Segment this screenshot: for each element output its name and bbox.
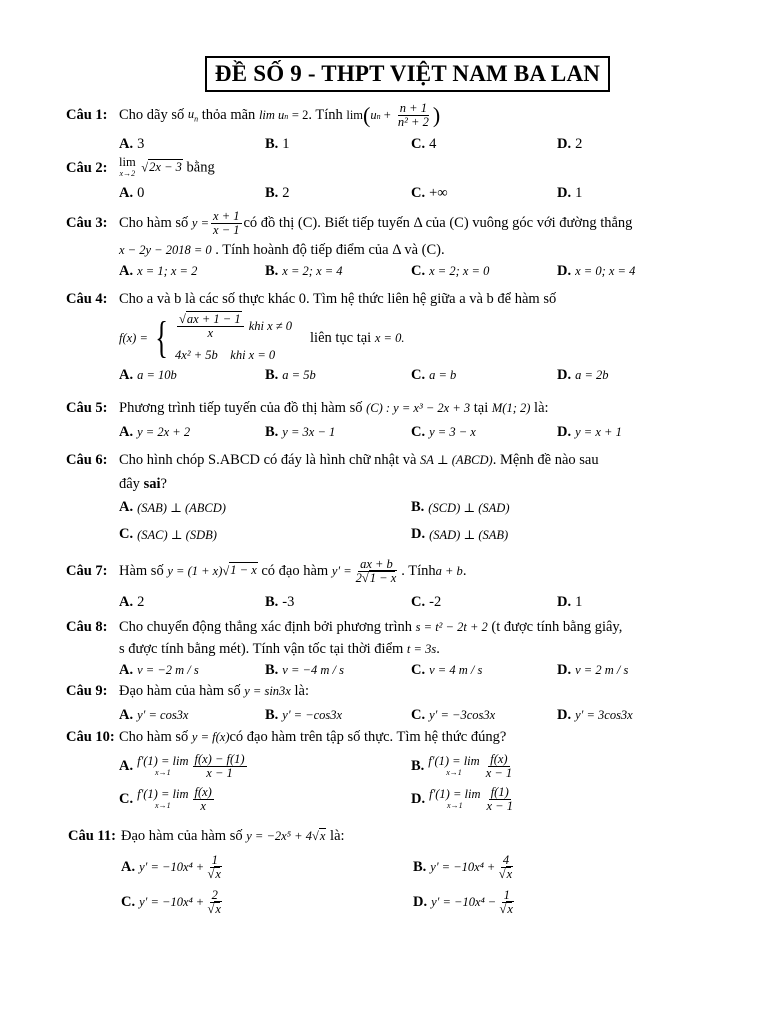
math-line-equation: x − 2y − 2018 = 0 [119, 243, 212, 257]
option-c: C. +∞ [411, 185, 448, 201]
question-7: Câu 7: Hàm số y = (1 + x)√1 − x có đạo hàm y' = $\frac{ax + b}{2√1 - x}$ . Tínha + b. A. 2 B. -3 C. -2 D. 1 [66, 554, 726, 611]
option-d: D. y' = 3cos3x [557, 707, 633, 723]
option-c: C. (SAC) ⊥ (SDB) [119, 526, 217, 542]
option-d: D. a = 2b [557, 367, 609, 383]
option-c: C. v = 4 m / s [411, 662, 483, 678]
option-d: D. 1 [557, 185, 583, 201]
option-b: B. v = −4 m / s [265, 662, 344, 678]
option-b: B. y = 3x − 1 [265, 424, 336, 440]
question-label: Câu 3: [66, 214, 108, 231]
option-a: A. 3 [119, 136, 145, 152]
option-b: B. 2 [265, 185, 290, 201]
math-limit: lim x→2 [119, 155, 136, 178]
math-fraction: $\frac{n + 1}{\text{n² + 2}}$ [397, 100, 429, 129]
option-a: A. y' = cos3x [119, 707, 189, 723]
math-lim-value: = 2 [291, 107, 309, 122]
question-1: Câu 1: Cho dãy số $u_n$ thỏa mãn lim un = 2. Tính lim(un + $\frac{n + 1}{\text{n² + 2}}$ ) A. 3 B. 1 C. 4 D. 2 [66, 102, 726, 153]
option-d: D. f'(1) = lim x→1 $\frac{f(1)}{x - 1}$ [411, 785, 513, 813]
option-b: B. y' = −10x⁴ + $\frac{4}{√x}$ [413, 853, 513, 881]
option-d: D. v = 2 m / s [557, 662, 629, 678]
question-text: Cho dãy số [119, 106, 185, 123]
question-4: Câu 4: Cho a và b là các số thực khác 0. Tìm hệ thức liên hệ giữa a và b để hàm số f(x) = { $\frac{√ax + 1 - 1}{x}$ khi x ≠ 0 4x² + 5b khi x = 0 liên tục tại x = 0. A. a = 10b B. a = 5b C. a = b D. a = 2b [66, 289, 726, 384]
question-label: Câu 4: [66, 290, 108, 307]
option-c: C. y = 3 − x [411, 424, 476, 440]
math-curve: (C) : y = x³ − 2x + 3 [366, 400, 471, 415]
question-11: Câu 11: Đạo hàm của hàm số y = −2x⁵ + 4√x là: A. y' = −10x⁴ + $\frac{1}{√x}$ B. y' = −10x⁴ + $\frac{4}{√x}$ C. y' = −10x⁴ + $\frac{2}{√x}$ D. y' = −10x⁴ − $\frac{1}{√x}$ [68, 826, 728, 916]
option-d: D. 1 [557, 594, 583, 610]
option-b: B. (SCD) ⊥ (SAD) [411, 499, 510, 515]
page-title: ĐỀ SỐ 9 - THPT VIỆT NAM BA LAN [205, 56, 610, 92]
question-label: Câu 1: [66, 106, 108, 123]
question-text: bằng [186, 159, 215, 176]
question-10: Câu 10: Cho hàm số y = f(x)có đạo hàm trên tập số thực. Tìm hệ thức đúng? A. f'(1) = lim x→1 $\frac{f(x) - f(1)}{x - 1}$ B. f'(1) = lim x→1 $\frac{f(x)}{x - 1}$ C. f'(1) = lim x→1 $\frac{f(x)}{x}$ D. f'(1) = lim x→1 $\frac{f(1)}{x - 1}$ [66, 727, 726, 813]
option-b: B. a = 5b [265, 367, 316, 383]
math-fraction: $\frac{x + 1}{x - 1}$ [213, 208, 240, 237]
option-d: D. y = x + 1 [557, 424, 622, 440]
option-c: C. f'(1) = lim x→1 $\frac{f(x)}{x}$ [119, 785, 212, 813]
question-text: thỏa mãn [201, 106, 256, 123]
option-a: A. y = 2x + 2 [119, 424, 191, 440]
question-2: Câu 2: lim x→2 √2x − 3 bằng A. 0 B. 2 C. +∞ D. 1 [66, 157, 726, 202]
math-point: M(1; 2) [491, 400, 531, 415]
option-b: B. x = 2; x = 4 [265, 263, 343, 279]
option-b: B. y' = −cos3x [265, 707, 343, 723]
math-u-n: $u_n$ [187, 107, 199, 124]
question-8: Câu 8: Cho chuyển động thẳng xác định bởi phương trình s = t² − 2t + 2 (t được tính bằng giây, s được tính bằng mét). Tính vận tốc tại thời điểm t = 3s. A. v = −2 m / s B. v = −4 m / s C. v = 4 m / s D. v = 2 m / s [66, 617, 726, 679]
option-c: C. a = b [411, 367, 457, 383]
math-sqrt: 2x − 3 [149, 160, 182, 175]
option-a: A. 0 [119, 185, 145, 201]
option-a: A. y' = −10x⁴ + $\frac{1}{√x}$ [121, 853, 221, 881]
option-d: D. y' = −10x⁴ − $\frac{1}{√x}$ [413, 888, 513, 916]
question-text: . Tính [308, 106, 343, 123]
option-c: C. y' = −3cos3x [411, 707, 496, 723]
question-label: Câu 2: [66, 159, 108, 176]
option-a: A. x = 1; x = 2 [119, 263, 198, 279]
option-c: C. -2 [411, 594, 442, 610]
option-a: A. 2 [119, 594, 145, 610]
option-a: A. (SAB) ⊥ (ABCD) [119, 499, 226, 515]
option-c: C. y' = −10x⁴ + $\frac{2}{√x}$ [121, 888, 221, 916]
option-a: A. v = −2 m / s [119, 662, 199, 678]
math-lim: lim u [258, 107, 285, 122]
question-5: Câu 5: Phương trình tiếp tuyến của đồ thị hàm số (C) : y = x³ − 2x + 3 tại M(1; 2) là: A. y = 2x + 2 B. y = 3x − 1 C. y = 3 − x D. y = x + 1 [66, 398, 726, 441]
option-b: B. f'(1) = lim x→1 $\frac{f(x)}{x - 1}$ [411, 752, 513, 780]
question-6: Câu 6: Cho hình chóp S.ABCD có đáy là hình chữ nhật và SA ⊥ (ABCD). Mệnh đề nào sau đây sai? A. (SAB) ⊥ (ABCD) B. (SCD) ⊥ (SAD) C. (SAC) ⊥ (SDB) D. (SAD) ⊥ (SAB) [66, 450, 726, 543]
question-9: Câu 9: Đạo hàm của hàm số y = sin3x là: A. y' = cos3x B. y' = −cos3x C. y' = −3cos3x D. y' = 3cos3x [66, 681, 726, 724]
option-c: C. 4 [411, 136, 437, 152]
option-d: D. x = 0; x = 4 [557, 263, 636, 279]
question-3: Câu 3: Cho hàm số y = $\frac{x + 1}{x - 1}$ có đồ thị (C). Biết tiếp tuyến Δ của (C) vuông góc với đường thẳng x − 2y − 2018 = 0 . Tính hoành độ tiếp điểm của Δ và (C). A. x = 1; x = 2 B. x = 2; x = 4 C. x = 2; x = 0 D. x = 0; x = 4 [66, 206, 726, 280]
option-a: A. a = 10b [119, 367, 177, 383]
piecewise-function: $\frac{√ax + 1 - 1}{x}$ khi x ≠ 0 4x² + 5b khi x = 0 [175, 312, 293, 362]
option-a: A. f'(1) = lim x→1 $\frac{f(x) - f(1)}{x - 1}$ [119, 752, 245, 780]
option-d: D. 2 [557, 136, 583, 152]
option-c: C. x = 2; x = 0 [411, 263, 490, 279]
option-b: B. -3 [265, 594, 295, 610]
option-b: B. 1 [265, 136, 290, 152]
option-d: D. (SAD) ⊥ (SAB) [411, 526, 509, 542]
